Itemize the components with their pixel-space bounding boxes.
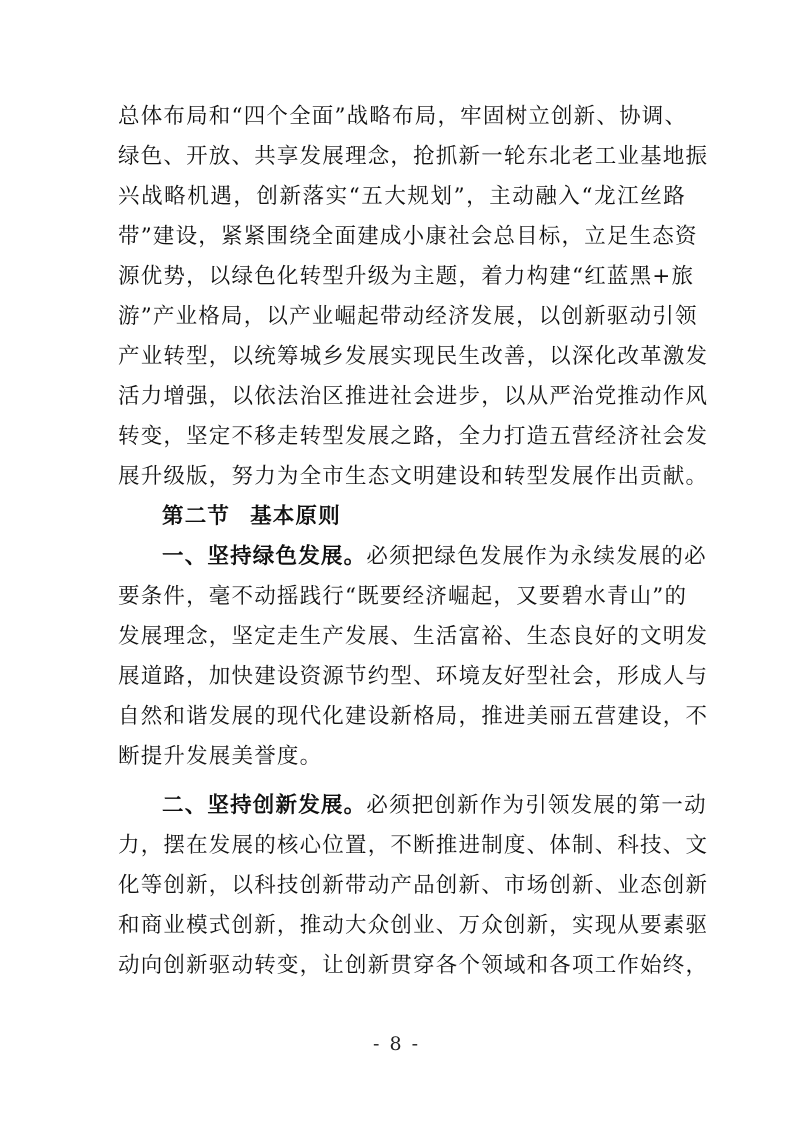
text-line: 产业转型，以统筹城乡发展实现民生改善，以深化改革激发 <box>118 344 709 369</box>
text-line: 和商业模式创新，推动大众创业、万众创新，实现从要素驱 <box>118 913 709 938</box>
text-line: 总体布局和“四个全面”战略布局，牢固树立创新、协调、 <box>118 104 688 129</box>
intro-paragraph <box>118 97 709 497</box>
text-line <box>118 537 707 577</box>
text-line: 断提升发展美誉度。 <box>118 744 323 769</box>
principle-text: 必须把创新作为引领发展的第一动 <box>366 793 707 818</box>
text-line: 要条件，毫不动摇践行“既要经济崛起，又要碧水青山”的 <box>118 584 688 609</box>
text-line <box>118 786 707 826</box>
text-line: 兴战略机遇，创新落实“五大规划”，主动融入“龙江丝路 <box>118 184 686 209</box>
text-line: 转变，坚定不移走转型发展之路，全力打造五营经济社会发 <box>118 424 709 449</box>
principle-lead: 二、坚持创新发展。 <box>162 793 367 818</box>
principle-text: 必须把绿色发展作为永续发展的必 <box>366 544 707 569</box>
principle-innovation-development <box>118 786 709 986</box>
principle-lead: 一、坚持绿色发展。 <box>162 544 367 569</box>
text-line: 自然和谐发展的现代化建设新格局，推进美丽五营建设，不 <box>118 704 709 729</box>
text-line: 绿色、开放、共享发展理念，抢抓新一轮东北老工业基地振 <box>118 144 709 169</box>
paragraph-gap <box>118 777 686 786</box>
page-number: - 8 - <box>372 1033 420 1055</box>
section-heading <box>118 497 686 537</box>
text-line: 展升级版，努力为全市生态文明建设和转型发展作出贡献。 <box>118 464 709 489</box>
text-line: 带”建设，紧紧围绕全面建成小康社会总目标，立足生态资 <box>118 224 698 249</box>
body-text <box>118 97 709 986</box>
text-line: 发展理念，坚定走生产发展、生活富裕、生态良好的文明发 <box>118 624 709 649</box>
text-line: 游”产业格局，以产业崛起带动经济发展，以创新驱动引领 <box>118 304 698 329</box>
text-line: 展道路，加快建设资源节约型、环境友好型社会，形成人与 <box>118 664 709 689</box>
section-number: 第二节 <box>162 504 231 529</box>
text-line: 力，摆在发展的核心位置，不断推进制度、体制、科技、文 <box>118 833 709 858</box>
text-line: 化等创新，以科技创新带动产品创新、市场创新、业态创新 <box>118 873 709 898</box>
text-line: 源优势，以绿色化转型升级为主题，着力构建“红蓝黑+旅 <box>118 264 695 289</box>
text-line: 活力增强，以依法治区推进社会进步，以从严治党推动作风 <box>118 384 709 409</box>
principle-green-development <box>118 537 709 777</box>
section-title: 基本原则 <box>250 504 341 529</box>
text-line: 动向创新驱动转变，让创新贯穿各个领域和各项工作始终， <box>118 953 709 978</box>
